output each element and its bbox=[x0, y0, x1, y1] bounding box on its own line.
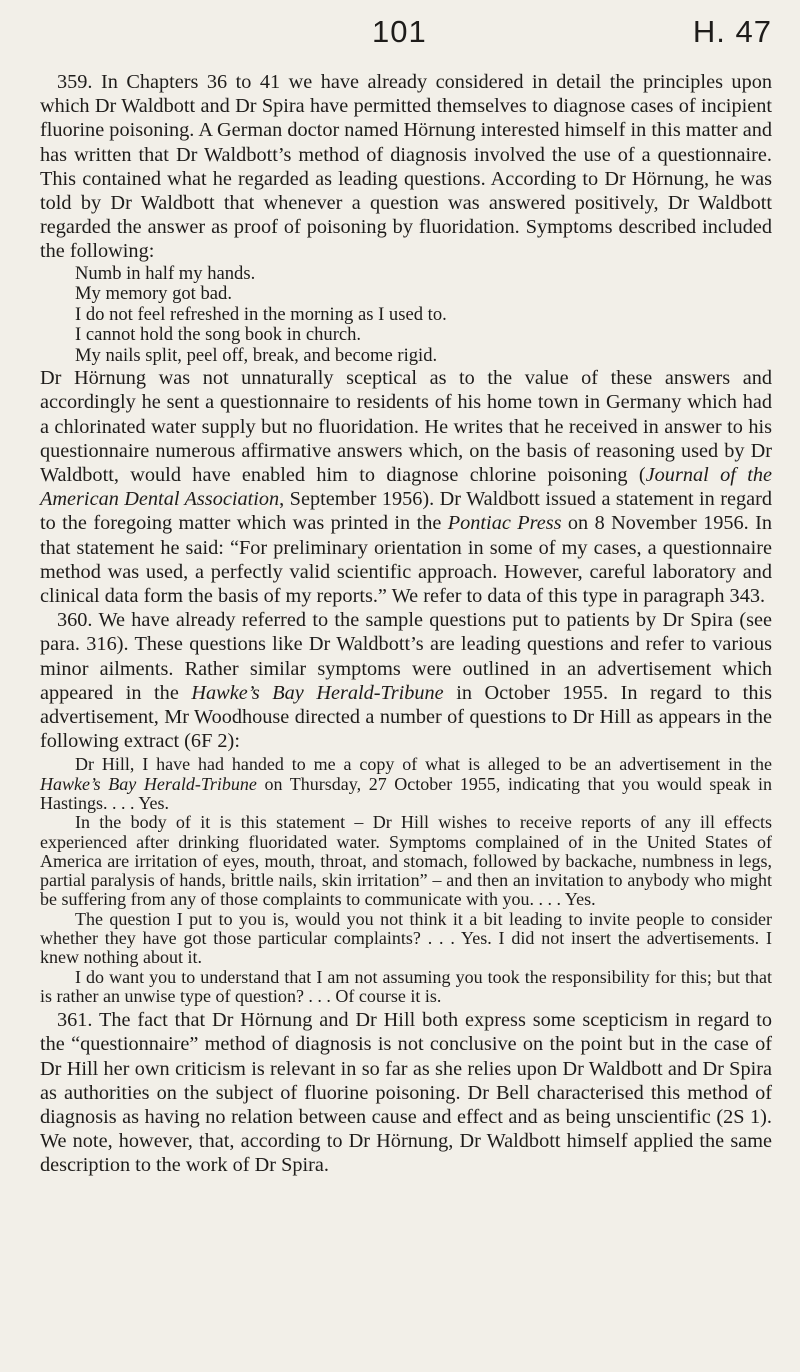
text-run: in October 1955. In regard to this advertisement, Mr Woodhouse directed a number of questions to Dr Hill as appears in the following extract (6F 2): bbox=[40, 681, 772, 753]
extract-paragraph: I do want you to understand that I am not assuming you took the responsibility for this; but that is rather an unwise type of question? . . . Of course it is. bbox=[40, 966, 772, 1006]
text-run: , September 1956). Dr Waldbott issued a statement in regard to the foregoing matter which was printed in the bbox=[40, 488, 772, 535]
journal-title: Journal of the American Dental Association bbox=[40, 463, 772, 511]
paragraph-361: 361. The fact that Dr Hörnung and Dr Hill both express some scepticism in regard to the “questionnaire” method of diagnosis is not conclusive on the point but in the case of Dr Hill her own criticism is relevant in so far as she relies upon Dr Waldbott and Dr Spira as authorities on the subject of fluorine poisoning. Dr Bell characterised this method of diagnosis as having no relation between cause and effect and as being unscientific (2S 1). We note, however, that, according to Dr Hörnung, Dr Waldbott himself applied the same description to the work of Dr Spira. bbox=[40, 1009, 772, 1177]
newspaper-title: Hawke’s Bay Herald-Tribune bbox=[40, 773, 257, 794]
paragraph-360 bbox=[40, 608, 772, 753]
symptom-item: I do not feel refreshed in the morning as I used to. bbox=[75, 303, 447, 325]
symptom-item: Numb in half my hands. bbox=[75, 262, 256, 284]
symptom-item: My nails split, peel off, break, and become rigid. bbox=[75, 344, 438, 366]
document-body bbox=[40, 70, 772, 1178]
press-title: Pontiac Press bbox=[447, 512, 562, 535]
extract-paragraph: The question I put to you is, would you not think it a bit leading to invite people to consider whether they have got those particular complaints? . . . Yes. I did not insert the advertisements. I knew nothing about it. bbox=[40, 908, 772, 968]
extract-paragraph bbox=[40, 755, 772, 813]
document-page bbox=[40, 0, 772, 1372]
newspaper-title: Hawke’s Bay Herald-Tribune bbox=[191, 681, 444, 704]
text-run: Dr Hill, I have had handed to me a copy of what is alleged to be an advertisement in the bbox=[75, 754, 772, 775]
symptom-list bbox=[40, 264, 772, 367]
paragraph-359: 359. In Chapters 36 to 41 we have already considered in detail the principles upon which Dr Waldbott and Dr Spira have permitted themselves to diagnose cases of incipient fluorine poisoning. A German doctor named Hörnung interested himself in this matter and has written that Dr Waldbott’s method of diagnosis involved the use of a questionnaire. This contained what he regarded as leading questions. According to Dr Hörnung, he was told by Dr Waldbott that whenever a question was answered positively, Dr Waldbott regarded the answer as proof of poisoning by fluoridation. Symptoms described included the following: bbox=[40, 71, 772, 263]
text-run: on Thursday, 27 October 1955, indicating that you would speak in Hastings. . . . Yes. bbox=[40, 773, 772, 813]
symptom-item: My memory got bad. bbox=[75, 283, 232, 305]
transcript-extract bbox=[40, 755, 772, 1006]
symptom-item: I cannot hold the song book in church. bbox=[75, 324, 362, 346]
page-number: 101 bbox=[372, 14, 427, 49]
text-run: on 8 November 1956. In that statement he said: “For preliminary orientation in some of my cases, a questionnaire method was used, a perfectly valid scientific approach. However, careful laboratory and clinical data form the basis of my reports.” We refer to data of this type in paragraph 343. bbox=[40, 512, 772, 607]
extract-paragraph: In the body of it is this statement – Dr Hill wishes to receive reports of any ill effects experienced after drinking fluoridated water. Symptoms complained of in the United States of America are irritation of eyes, mouth, throat, and stomach, followed by backache, numbness in legs, partial paralysis of hands, brittle nails, skin irritation” – and then an invitation to anybody who might be suffering from any of those complaints to communicate with you. . . . Yes. bbox=[40, 812, 772, 910]
paragraph-359-continued bbox=[40, 366, 772, 608]
text-run: 360. We have already referred to the sample questions put to patients by Dr Spira (see para. 316). These questions like Dr Waldbott’s are leading questions and refer to various minor ailments. Rather similar symptoms were outlined in an advertisement which appeared in the bbox=[40, 609, 772, 704]
document-reference: H. 47 bbox=[692, 14, 772, 49]
text-run: Dr Hörnung was not unnaturally sceptical as to the value of these answers and accordingly he sent a questionnaire to residents of his home town in Germany which had a chlorinated water supply but no fluoridation. He writes that he received in answer to his questionnaire numerous affirmative answers which, on the basis of reasoning used by Dr Waldbott, would have enabled him to diagnose chlorine poisoning ( bbox=[40, 367, 772, 486]
page-header bbox=[40, 14, 772, 54]
